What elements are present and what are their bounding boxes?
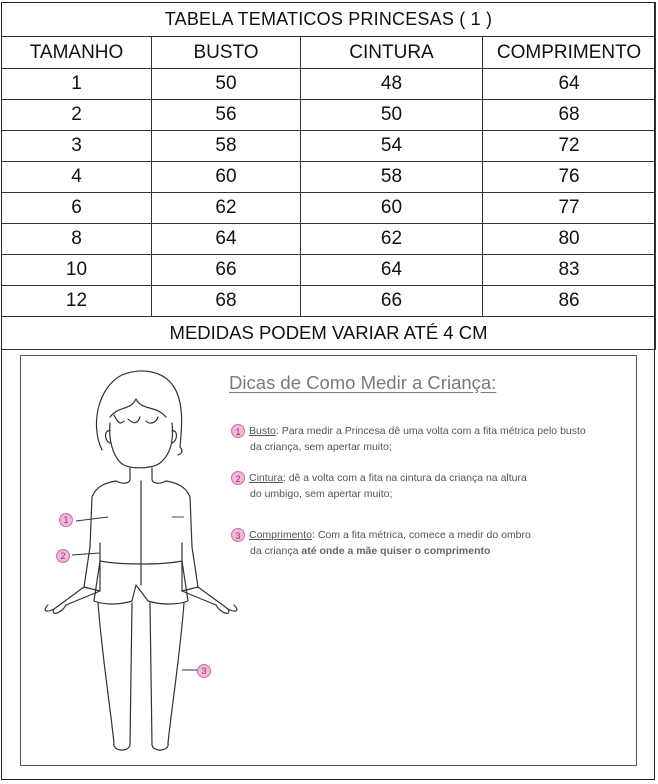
cell-busto: 60: [152, 162, 301, 193]
cell-busto: 66: [152, 255, 301, 286]
cell-size: 4: [2, 162, 152, 193]
cell-cintura: 62: [301, 224, 483, 255]
tip-text-line2: da criança: [250, 544, 302, 557]
cell-busto: 58: [152, 131, 301, 162]
cell-size: 1: [2, 69, 152, 100]
cell-busto: 50: [152, 69, 301, 100]
cell-comprimento: 76: [483, 162, 656, 193]
cell-comprimento: 80: [483, 224, 656, 255]
tip-text: : Para medir a Princesa dê uma volta com a fita métrica pelo busto: [275, 425, 586, 437]
tip-cintura: [231, 471, 527, 502]
table-title: TABELA TEMATICOS PRINCESAS ( 1 ): [2, 3, 656, 37]
cell-cintura: 60: [301, 193, 483, 224]
cell-size: 2: [2, 100, 152, 131]
cell-cintura: 64: [301, 255, 483, 286]
tip-comprimento: [231, 528, 531, 559]
cell-cintura: 54: [301, 131, 483, 162]
cell-cintura: 58: [301, 162, 483, 193]
child-figure-illustration: [24, 365, 254, 760]
tip-busto: [231, 424, 586, 455]
tip-term: Busto: [249, 425, 276, 437]
header-cintura: CINTURA: [301, 37, 483, 69]
tips-title: Dicas de Como Medir a Criança:: [229, 372, 497, 393]
tip-term: Cintura: [249, 472, 283, 484]
header-tamanho: TAMANHO: [2, 37, 152, 69]
tip-term: Comprimento: [249, 529, 313, 541]
tip-number-icon: 3: [231, 528, 245, 542]
cell-comprimento: 77: [483, 193, 656, 224]
tip-number-icon: 2: [231, 471, 245, 485]
cell-comprimento: 86: [483, 286, 656, 317]
tip-text-line2: do umbigo, sem apertar muito;: [250, 487, 393, 500]
cell-size: 8: [2, 224, 152, 255]
tip-text: : dê a volta com a fita na cintura da criança na altura: [282, 472, 527, 484]
table-note: MEDIDAS PODEM VARIAR ATÉ 4 CM: [2, 317, 656, 350]
busto-marker: 1: [59, 513, 73, 527]
tip-number-icon: 1: [231, 424, 245, 438]
cell-cintura: 50: [301, 100, 483, 131]
cell-comprimento: 72: [483, 131, 656, 162]
cell-busto: 64: [152, 224, 301, 255]
cell-size: 6: [2, 193, 152, 224]
cell-cintura: 66: [301, 286, 483, 317]
cell-busto: 56: [152, 100, 301, 131]
cell-comprimento: 64: [483, 69, 656, 100]
cell-comprimento: 68: [483, 100, 656, 131]
cell-busto: 62: [152, 193, 301, 224]
cell-size: 10: [2, 255, 152, 286]
comprimento-marker: 3: [197, 664, 211, 678]
cell-cintura: 48: [301, 69, 483, 100]
tip-bold-text: até onde a mãe quiser o comprimento: [301, 544, 491, 557]
cell-size: 3: [2, 131, 152, 162]
cell-busto: 68: [152, 286, 301, 317]
header-busto: BUSTO: [152, 37, 301, 69]
tip-text: : Com a fita métrica, comece a medir do ombro: [312, 529, 531, 541]
cell-comprimento: 83: [483, 255, 656, 286]
header-comprimento: COMPRIMENTO: [483, 37, 656, 69]
cell-size: 12: [2, 286, 152, 317]
tip-text-line2: da criança, sem apertar muito;: [250, 440, 392, 453]
cintura-marker: 2: [56, 549, 70, 563]
